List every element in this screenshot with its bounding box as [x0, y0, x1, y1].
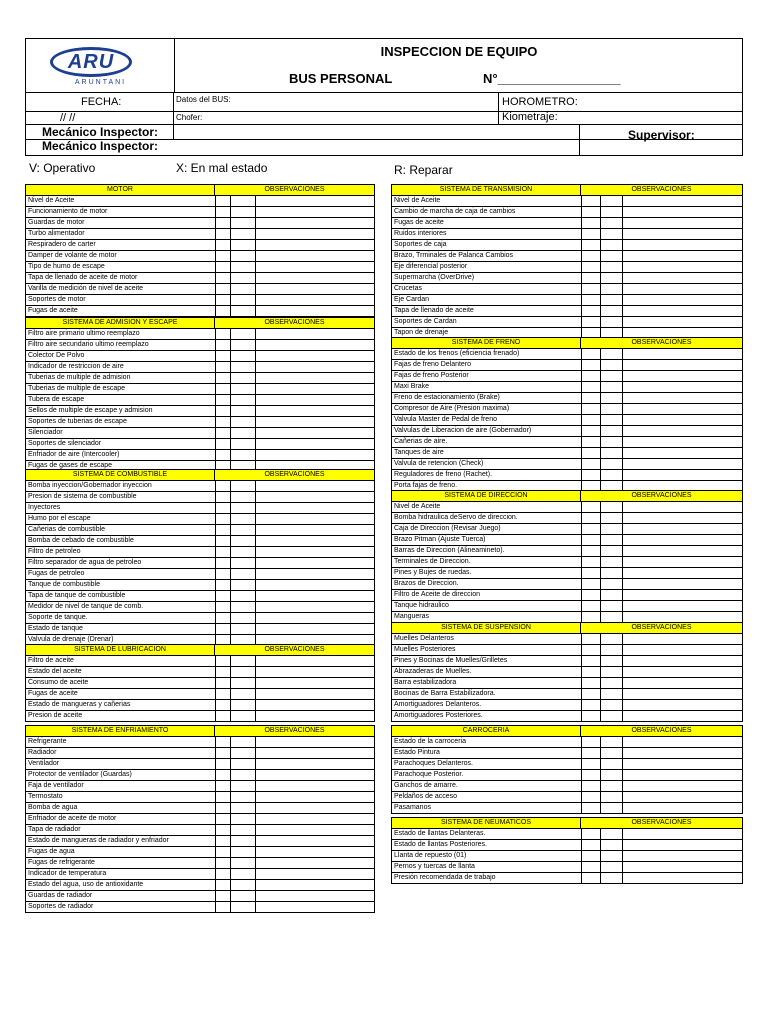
item-label: Ruidos interiores: [394, 230, 447, 237]
item-label: Pines y Bocinas de Muelles/Grilletes: [394, 657, 508, 664]
table-row[interactable]: [26, 678, 374, 689]
observaciones-header: OBSERVACIONES: [264, 319, 325, 326]
table-row[interactable]: [26, 624, 374, 635]
fecha-label: FECHA:: [81, 96, 122, 108]
table-header: [392, 491, 742, 502]
table-title: SISTEMA DE SUSPENSION: [392, 623, 581, 633]
logo-subtext: ARUNTANI: [74, 79, 127, 86]
table-title: CARROCERIA: [392, 726, 581, 736]
table-row[interactable]: [392, 426, 742, 437]
table-row[interactable]: [392, 448, 742, 459]
table-row[interactable]: [26, 792, 374, 803]
table-row[interactable]: [26, 229, 374, 240]
item-label: Pines y Bujes de ruedas.: [394, 569, 472, 576]
item-label: Tanque hidraulico: [394, 602, 449, 609]
item-label: Tapa de llenado de aceite: [394, 307, 474, 314]
table-row[interactable]: [392, 601, 742, 612]
item-label: Tuberias de multiple de admision: [28, 374, 131, 381]
item-label: Soportes de radiador: [28, 903, 94, 910]
table-row[interactable]: [392, 579, 742, 590]
table-row[interactable]: [26, 781, 374, 792]
table-row[interactable]: [392, 415, 742, 426]
table-row[interactable]: [26, 450, 374, 461]
table-row[interactable]: [392, 196, 742, 207]
inspection-table: [25, 469, 375, 646]
item-label: Parachoques Delanteros.: [394, 760, 473, 767]
item-label: Valvula de retencion (Check): [394, 460, 484, 467]
item-label: Estado Pintura: [394, 749, 440, 756]
item-label: Nivel de Aceite: [394, 197, 441, 204]
table-header: [392, 726, 742, 737]
table-row[interactable]: [26, 803, 374, 814]
table-row[interactable]: [26, 207, 374, 218]
table-row[interactable]: [392, 851, 742, 862]
item-label: Radiador: [28, 749, 57, 756]
table-row[interactable]: [392, 656, 742, 667]
item-label: Estado de mangueras de radiador y enfriador: [28, 837, 169, 844]
table-row[interactable]: [26, 306, 374, 316]
item-label: Estado de tanque: [28, 625, 83, 632]
item-label: Amortiguadores Delanteros.: [394, 701, 482, 708]
item-label: Tubera de escape: [28, 396, 85, 403]
item-label: Presion de sistema de combustible: [28, 493, 137, 500]
table-row[interactable]: [26, 847, 374, 858]
table-row[interactable]: [26, 273, 374, 284]
table-row[interactable]: [392, 759, 742, 770]
item-label: Bomba de cebado de combustible: [28, 537, 134, 544]
table-row[interactable]: [392, 317, 742, 328]
item-label: Soportes de motor: [28, 296, 86, 303]
item-label: Nivel de Aceite: [28, 197, 75, 204]
item-label: Faja de ventilador: [28, 782, 84, 789]
table-row[interactable]: [392, 404, 742, 415]
item-label: Estado de llantas Delanteras.: [394, 830, 486, 837]
item-label: Soporte de tanque.: [28, 614, 88, 621]
table-row[interactable]: [392, 306, 742, 317]
item-label: Supermarcha (OverDrive): [394, 274, 475, 281]
table-row[interactable]: [392, 634, 742, 645]
item-label: Ventilador: [28, 760, 60, 767]
item-label: Eje Cardan: [394, 296, 430, 303]
item-label: Estado de los frenos (eficiencia frenado): [394, 350, 520, 357]
table-row[interactable]: [392, 524, 742, 535]
item-label: Porta fajas de freno.: [394, 482, 458, 489]
item-label: Nivel de Aceite: [394, 503, 441, 510]
table-row[interactable]: [26, 240, 374, 251]
table-title: SISTEMA DE COMBUSTIBLE: [26, 470, 215, 480]
table-row[interactable]: [26, 384, 374, 395]
item-label: Muelles Delanteros: [394, 635, 454, 642]
inspection-table: [25, 184, 375, 317]
inspection-table: [391, 725, 743, 814]
item-label: Fugas de aceite: [394, 219, 444, 226]
legend-reparar: R: Reparar: [394, 163, 453, 177]
table-row[interactable]: [26, 284, 374, 295]
table-header: [26, 318, 374, 329]
item-label: Fajas de freno Posterior: [394, 372, 469, 379]
item-label: Humo por el escape: [28, 515, 91, 522]
logo-cell: [26, 39, 175, 93]
item-label: Brazos de Direccion.: [394, 580, 459, 587]
form-title: INSPECCION DE EQUIPO: [380, 44, 538, 59]
observaciones-header: OBSERVACIONES: [631, 819, 692, 826]
form-subtitle: BUS PERSONAL: [289, 71, 393, 86]
table-row[interactable]: [26, 700, 374, 711]
table-row[interactable]: [26, 591, 374, 602]
table-row[interactable]: [392, 371, 742, 382]
inspection-table: [391, 817, 743, 884]
table-row[interactable]: [26, 218, 374, 229]
item-label: Abrazaderas de Muelles.: [394, 668, 472, 675]
table-row[interactable]: [26, 558, 374, 569]
inspection-table: [391, 622, 743, 722]
datos-bus-label: Datos del BUS:: [176, 95, 231, 104]
item-label: Valvulas de Liberacion de aire (Gobernador): [394, 427, 532, 434]
table-row[interactable]: [392, 393, 742, 404]
item-label: Indicador de temperatura: [28, 870, 107, 877]
table-title: MOTOR: [26, 185, 215, 195]
inspection-table: [25, 644, 375, 722]
table-row[interactable]: [392, 546, 742, 557]
table-row[interactable]: [26, 373, 374, 384]
item-label: Tuberias de multiple de escape: [28, 385, 126, 392]
item-label: Amortiguadores Posteriores.: [394, 712, 483, 719]
table-header: [26, 185, 374, 196]
table-header: [26, 645, 374, 656]
item-label: Varilla de medición de nivel de aceite: [28, 285, 144, 292]
item-label: Filtro de aceite: [28, 657, 74, 664]
item-label: Brazo, Trminales de Palanca Cambios: [394, 252, 514, 259]
item-label: Crucetas: [394, 285, 423, 292]
item-label: Estado del agua, uso de antioxidante: [28, 881, 144, 888]
table-row[interactable]: [26, 492, 374, 503]
table-row[interactable]: [26, 858, 374, 869]
table-row[interactable]: [26, 406, 374, 417]
form-number-field[interactable]: N°_________________: [483, 71, 621, 86]
item-label: Fugas de aceite: [28, 690, 78, 697]
observaciones-header: OBSERVACIONES: [631, 186, 692, 193]
item-label: Bocinas de Barra Estabilizadora.: [394, 690, 496, 697]
item-label: Guardas de motor: [28, 219, 85, 226]
item-label: Fugas de gases de escape: [28, 462, 113, 469]
table-row[interactable]: [392, 273, 742, 284]
table-row[interactable]: [26, 656, 374, 667]
item-label: Terminales de Direccion.: [394, 558, 471, 565]
item-label: Caja de Direccion (Revisar Juego): [394, 525, 501, 532]
table-row[interactable]: [26, 689, 374, 700]
table-title: SISTEMA DE FRENO: [392, 338, 581, 348]
legend-mal-estado: X: En mal estado: [176, 161, 268, 175]
table-row[interactable]: [26, 481, 374, 492]
kilometraje-label: Kiometraje:: [502, 111, 558, 123]
item-label: Mangueras: [394, 613, 430, 620]
table-row[interactable]: [392, 207, 742, 218]
table-row[interactable]: [392, 770, 742, 781]
table-row[interactable]: [26, 329, 374, 340]
table-row[interactable]: [392, 689, 742, 700]
item-label: Barras de Direccion (Alineamineto).: [394, 547, 505, 554]
observaciones-header: OBSERVACIONES: [631, 624, 692, 631]
table-row[interactable]: [26, 825, 374, 836]
table-row[interactable]: [26, 613, 374, 624]
table-row[interactable]: [392, 295, 742, 306]
item-label: Medidor de nivel de tanque de comb.: [28, 603, 144, 610]
table-row[interactable]: [392, 251, 742, 262]
table-row[interactable]: [392, 748, 742, 759]
item-label: Soportes de silenciador: [28, 440, 102, 447]
table-row[interactable]: [392, 240, 742, 251]
chofer-label: Chofer:: [176, 113, 203, 122]
table-row[interactable]: [26, 251, 374, 262]
item-label: Enfriador de aceite de motor: [28, 815, 117, 822]
table-row[interactable]: [392, 459, 742, 470]
table-row[interactable]: [26, 891, 374, 902]
inspection-table: [25, 317, 375, 472]
item-label: Bomba hidraulica deServo de direccion.: [394, 514, 518, 521]
item-label: Tapa de radiador: [28, 826, 81, 833]
observaciones-header: OBSERVACIONES: [631, 492, 692, 499]
item-label: Estado del aceite: [28, 668, 82, 675]
item-label: Compresor de Aire (Presion maxima): [394, 405, 510, 412]
table-row[interactable]: [392, 873, 742, 883]
item-label: Llanta de repuesto (01): [394, 852, 467, 859]
item-label: Maxi Brake: [394, 383, 430, 390]
item-label: Reguladores de freno (Rachet).: [394, 471, 493, 478]
logo-text: ARU: [67, 51, 115, 73]
item-label: Tipo de humo de escape: [28, 263, 105, 270]
observaciones-header: OBSERVACIONES: [264, 646, 325, 653]
table-title: SISTEMA DE LUBRICACION: [26, 645, 215, 655]
item-label: Soportes de Cardan: [394, 318, 457, 325]
item-label: Refrigerante: [28, 738, 67, 745]
item-label: Turbo alimentador: [28, 230, 85, 237]
item-label: Peldaños de acceso: [394, 793, 458, 800]
table-row[interactable]: [26, 503, 374, 514]
table-row[interactable]: [26, 428, 374, 439]
item-label: Cañerias de combustible: [28, 526, 106, 533]
item-label: Sellos de multiple de escape y admision: [28, 407, 153, 414]
item-label: Fugas de refrigerante: [28, 859, 95, 866]
table-row[interactable]: [26, 196, 374, 207]
item-label: Inyectores: [28, 504, 61, 511]
table-row[interactable]: [392, 360, 742, 371]
mecanico-inspector-2-label: Mecánico Inspector:: [42, 139, 159, 153]
item-label: Fajas de freno Delantero: [394, 361, 472, 368]
item-label: Estado de la carroceria: [394, 738, 466, 745]
item-label: Soportes de tuberias de escape: [28, 418, 127, 425]
table-row[interactable]: [26, 737, 374, 748]
table-row[interactable]: [392, 568, 742, 579]
item-label: Indicador de restriccion de aire: [28, 363, 124, 370]
table-row[interactable]: [392, 678, 742, 689]
table-header: [392, 623, 742, 634]
table-row[interactable]: [392, 513, 742, 524]
item-label: Presión recomendada de trabajo: [394, 874, 496, 881]
table-title: SISTEMA DE ENFRIAMIENTO: [26, 726, 215, 736]
item-label: Filtro separador de agua de petroleo: [28, 559, 142, 566]
table-title: SISTEMA DE DIRECCION: [392, 491, 581, 501]
table-row[interactable]: [392, 612, 742, 622]
observaciones-header: OBSERVACIONES: [631, 727, 692, 734]
table-row[interactable]: [392, 803, 742, 813]
item-label: Parachoque Posterior.: [394, 771, 464, 778]
table-row[interactable]: [392, 437, 742, 448]
table-row[interactable]: [26, 569, 374, 580]
item-label: Brazo Pitman (Ajuste Tuerca): [394, 536, 486, 543]
item-label: Enfriador de aire (Intercooler): [28, 451, 120, 458]
table-row[interactable]: [26, 340, 374, 351]
item-label: Ganchos de amarre.: [394, 782, 458, 789]
table-row[interactable]: [26, 759, 374, 770]
legend-operativo: V: Operativo: [29, 161, 96, 175]
table-title: SISTEMA DE NEUMATICOS: [392, 818, 581, 828]
table-header: [392, 818, 742, 829]
table-header: [392, 185, 742, 196]
table-row[interactable]: [26, 362, 374, 373]
item-label: Cambio de marcha de caja de cambios: [394, 208, 516, 215]
table-row[interactable]: [392, 557, 742, 568]
table-header: [26, 726, 374, 737]
item-label: Estado de llantas Posteriores.: [394, 841, 487, 848]
table-title: SISTEMA DE ADMISION Y ESCAPE: [26, 318, 215, 328]
item-label: Cañerias de aire.: [394, 438, 448, 445]
table-row[interactable]: [392, 781, 742, 792]
table-row[interactable]: [26, 814, 374, 825]
observaciones-header: OBSERVACIONES: [264, 186, 325, 193]
table-row[interactable]: [392, 737, 742, 748]
item-label: Bomba inyeccion/Gobernador inyeccion: [28, 482, 152, 489]
item-label: Fugas de agua: [28, 848, 75, 855]
table-row[interactable]: [392, 382, 742, 393]
table-header: [26, 470, 374, 481]
item-label: Protector de ventilador (Guardas): [28, 771, 132, 778]
table-row[interactable]: [392, 590, 742, 601]
table-title: SISTEMA DE TRANSMISION: [392, 185, 581, 195]
inspection-table: [391, 490, 743, 623]
item-label: Barra estabilizadora: [394, 679, 457, 686]
item-label: Guardas de radiador: [28, 892, 93, 899]
table-row[interactable]: [392, 829, 742, 840]
table-row[interactable]: [26, 439, 374, 450]
table-row[interactable]: [392, 862, 742, 873]
item-label: Silenciador: [28, 429, 63, 436]
table-row[interactable]: [392, 218, 742, 229]
table-row[interactable]: [392, 792, 742, 803]
item-label: Freno de estacionamiento (Brake): [394, 394, 500, 401]
form-header: [25, 38, 743, 156]
table-row[interactable]: [392, 470, 742, 481]
item-label: Tanques de aire: [394, 449, 444, 456]
item-label: Consumo de aceite: [28, 679, 89, 686]
table-row[interactable]: [392, 667, 742, 678]
item-label: Filtro de Aceite de direccion: [394, 591, 480, 598]
title-cell: [175, 39, 743, 93]
item-label: Muelles Posteriores: [394, 646, 456, 653]
table-row[interactable]: [26, 580, 374, 591]
table-row[interactable]: [392, 840, 742, 851]
table-row[interactable]: [392, 645, 742, 656]
item-label: Soportes de caja: [394, 241, 447, 248]
item-label: Pasamanos: [394, 804, 431, 811]
table-row[interactable]: [392, 229, 742, 240]
item-label: Bomba de agua: [28, 804, 78, 811]
item-label: Valvula de drenaje (Drenar): [28, 636, 114, 643]
table-row[interactable]: [392, 284, 742, 295]
table-row[interactable]: [26, 770, 374, 781]
item-label: Estado de mangueras y cañerias: [28, 701, 131, 708]
inspection-table: [391, 337, 743, 492]
item-label: Tapa de llenado de aceite de motor: [28, 274, 138, 281]
table-row[interactable]: [26, 748, 374, 759]
table-row[interactable]: [26, 262, 374, 273]
table-row[interactable]: [26, 711, 374, 721]
item-label: Termostato: [28, 793, 63, 800]
item-label: Respiradero de carter: [28, 241, 96, 248]
table-row[interactable]: [26, 869, 374, 880]
item-label: Funcionamiento de motor: [28, 208, 108, 215]
table-row[interactable]: [26, 536, 374, 547]
table-row[interactable]: [392, 502, 742, 513]
item-label: Fugas de aceite: [28, 307, 78, 314]
table-row[interactable]: [26, 395, 374, 406]
table-row[interactable]: [26, 351, 374, 362]
table-row[interactable]: [26, 602, 374, 613]
table-row[interactable]: [26, 417, 374, 428]
item-label: Eje diferencial posterior: [394, 263, 468, 270]
supervisor-label: Supervisor:: [628, 128, 695, 142]
inspection-table: [25, 725, 375, 913]
table-row[interactable]: [26, 667, 374, 678]
inspection-table: [391, 184, 743, 339]
item-label: Filtro de petroleo: [28, 548, 81, 555]
aru-logo: [50, 47, 132, 77]
item-label: Pernos y tuercas de llanta: [394, 863, 475, 870]
item-label: Tapon de drenaje: [394, 329, 449, 336]
item-label: Fugas de petroleo: [28, 570, 85, 577]
table-row[interactable]: [392, 711, 742, 721]
observaciones-header: OBSERVACIONES: [631, 339, 692, 346]
horometro-label: HOROMETRO:: [502, 96, 578, 108]
table-row[interactable]: [26, 525, 374, 536]
item-label: Presion de aceite: [28, 712, 83, 719]
item-label: Tapa de tanque de combustible: [28, 592, 126, 599]
table-row[interactable]: [392, 700, 742, 711]
item-label: Valvula Master de Pedal de freno: [394, 416, 497, 423]
table-row[interactable]: [26, 880, 374, 891]
item-label: Tanque de combustible: [28, 581, 100, 588]
table-row[interactable]: [26, 547, 374, 558]
observaciones-header: OBSERVACIONES: [264, 471, 325, 478]
table-row[interactable]: [392, 349, 742, 360]
table-row[interactable]: [392, 535, 742, 546]
mecanico-inspector-1-label: Mecánico Inspector:: [42, 125, 159, 139]
item-label: Filtro aire primario ultimo reemplazo: [28, 330, 140, 337]
table-row[interactable]: [26, 902, 374, 912]
item-label: Filtro aire secundario ultimo reemplazo: [28, 341, 149, 348]
table-header: [392, 338, 742, 349]
table-row[interactable]: [26, 514, 374, 525]
table-row[interactable]: [26, 836, 374, 847]
item-label: Colector De Polvo: [28, 352, 85, 359]
table-row[interactable]: [26, 295, 374, 306]
fecha-field[interactable]: // //: [60, 112, 76, 124]
observaciones-header: OBSERVACIONES: [264, 727, 325, 734]
table-row[interactable]: [392, 262, 742, 273]
item-label: Damper de volante de motor: [28, 252, 117, 259]
